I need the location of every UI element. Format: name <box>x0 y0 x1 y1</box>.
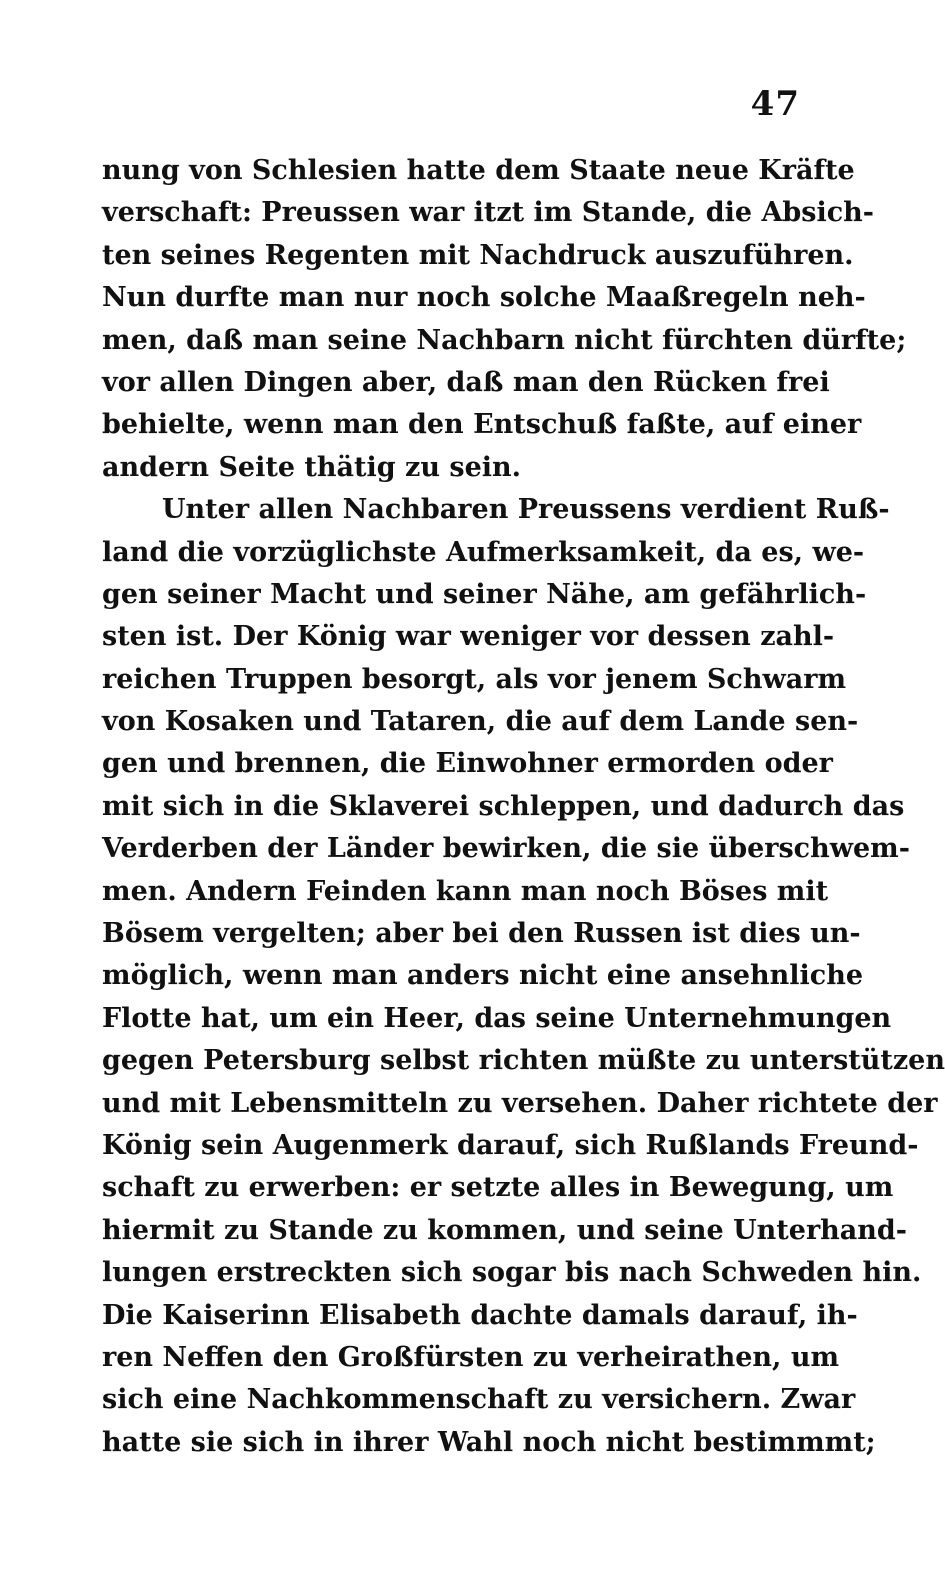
text-line: land die vorzüglichste Aufmerksamkeit, da es, we- <box>102 536 865 568</box>
text-line: Verderben der Länder bewirken, die sie überschwem- <box>102 833 910 865</box>
text-line: verschaft: Preussen war itzt im Stande, die Absich- <box>102 197 875 229</box>
body-text <box>102 150 945 1464</box>
text-line: Flotte hat, um ein Heer, das seine Unternehmungen <box>102 1002 892 1034</box>
text-line: ren Neffen den Großfürsten zu verheirathen, um <box>102 1341 840 1373</box>
text-line: hatte sie sich in ihrer Wahl noch nicht bestimmmt; <box>102 1426 876 1458</box>
text-line: ten seines Regenten mit Nachdruck auszuführen. <box>102 239 854 271</box>
text-line: men, daß man seine Nachbarn nicht fürchten dürfte; <box>102 324 907 356</box>
text-line: gen und brennen, die Einwohner ermorden oder <box>102 748 833 780</box>
text-line: schaft zu erwerben: er setzte alles in Bewegung, um <box>102 1172 894 1204</box>
text-line: men. Andern Feinden kann man noch Böses mit <box>102 875 829 907</box>
text-line: hiermit zu Stande zu kommen, und seine Unterhand- <box>102 1214 908 1246</box>
text-line: nung von Schlesien hatte dem Staate neue Kräfte <box>102 155 855 186</box>
text-line: von Kosaken und Tataren, die auf dem Lande sen- <box>102 706 859 738</box>
text-line: gegen Petersburg selbst richten müßte zu unterstützen <box>102 1045 945 1077</box>
text-line: und mit Lebensmitteln zu versehen. Daher richtete der <box>102 1087 938 1119</box>
text-line: reichen Truppen besorgt, als vor jenem Schwarm <box>102 663 847 695</box>
text-line: vor allen Dingen aber, daß man den Rücken frei <box>102 366 830 398</box>
text-line: Die Kaiserinn Elisabeth dachte damals darauf, ih- <box>102 1299 858 1331</box>
text-line: sten ist. Der König war weniger vor dessen zahl- <box>102 621 835 653</box>
text-line: mit sich in die Sklaverei schleppen, und dadurch das <box>102 790 905 822</box>
text-line: behielte, wenn man den Entschuß faßte, auf einer <box>102 409 862 441</box>
paragraph-start-line: Unter allen Nachbaren Preussens verdient Ruß- <box>162 494 890 526</box>
text-line: König sein Augenmerk darauf, sich Rußlands Freund- <box>102 1129 919 1161</box>
text-line: möglich, wenn man anders nicht eine ansehnliche <box>102 960 864 992</box>
page-number: 47 <box>750 84 800 124</box>
text-line: lungen erstreckten sich sogar bis nach Schweden hin. <box>102 1257 922 1289</box>
text-line: Nun durfte man nur noch solche Maaßregeln neh- <box>102 282 866 314</box>
text-line: Bösem vergelten; aber bei den Russen ist dies un- <box>102 918 861 950</box>
text-line: gen seiner Macht und seiner Nähe, am gefährlich- <box>102 578 867 610</box>
text-line: sich eine Nachkommenschaft zu versichern. Zwar <box>102 1384 856 1416</box>
paragraph-end-line: andern Seite thätig zu sein. <box>102 451 522 483</box>
